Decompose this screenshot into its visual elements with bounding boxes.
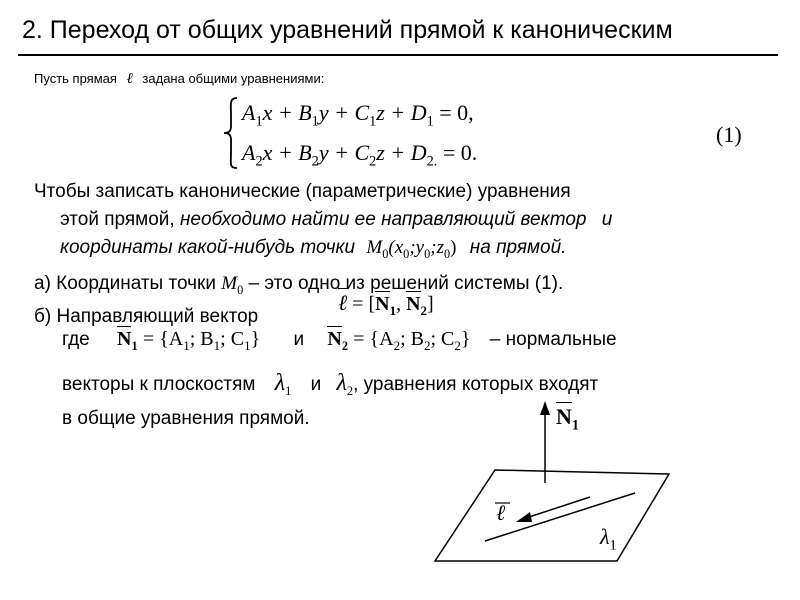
lambda-1: λ bbox=[274, 370, 286, 396]
item-a-rest: – это одно из решений системы (1). bbox=[248, 273, 564, 294]
eq2-sub: 2 bbox=[311, 153, 319, 170]
eq1-d: z + D bbox=[376, 100, 427, 125]
line-symbol: ℓ bbox=[126, 71, 133, 87]
item-a bbox=[34, 270, 563, 304]
paragraph-line-1: Чтобы записать канонические (параметрические) уравнения bbox=[34, 181, 571, 202]
where-n2-set: = {A bbox=[353, 328, 394, 350]
where-word: где bbox=[62, 329, 90, 350]
equation-2 bbox=[242, 140, 477, 170]
where-n1-set: = {A bbox=[142, 328, 184, 350]
vectors-text: векторы к плоскостям bbox=[62, 374, 256, 395]
formula-n2-sub: 2 bbox=[420, 303, 428, 318]
lambda-1-sub: 1 bbox=[285, 383, 292, 398]
where-close-1: } bbox=[250, 328, 261, 350]
p2-and: и bbox=[601, 209, 613, 230]
title-underline bbox=[18, 54, 778, 56]
line-label: ℓ bbox=[496, 500, 506, 525]
p3-italic: координаты какой-нибудь точки bbox=[60, 237, 356, 258]
eq1-sub: 1 bbox=[311, 113, 319, 130]
intro-suffix: задана общими уравнениями: bbox=[142, 71, 325, 86]
where-n2-sub: 2 bbox=[341, 338, 348, 353]
eq2-c: y + C bbox=[318, 140, 370, 165]
p3-point: M bbox=[366, 237, 383, 258]
eq2-sub: 2 bbox=[255, 153, 263, 170]
last-line: в общие уравнения прямой. bbox=[62, 408, 310, 429]
eq2-b: x + B bbox=[262, 140, 312, 165]
paragraph-line-2 bbox=[60, 206, 612, 234]
item-a-prefix: а) Координаты точки bbox=[34, 273, 216, 294]
normal-n: N bbox=[556, 404, 572, 429]
vectors-tail: , уравнения которых входят bbox=[353, 374, 599, 395]
plane-sub: 1 bbox=[609, 537, 617, 554]
plane-lambda: λ bbox=[600, 524, 610, 549]
p2-plain: этой прямой, bbox=[60, 209, 175, 230]
equation-1 bbox=[242, 100, 474, 130]
eq1-sub: 1 bbox=[255, 113, 263, 130]
item-b-label: б) Направляющий вектор bbox=[34, 306, 259, 327]
system-brace bbox=[222, 96, 242, 170]
direction-arrowhead bbox=[516, 512, 532, 522]
formula-n1: N bbox=[375, 293, 390, 315]
where-b2: ; B bbox=[400, 328, 424, 350]
where-n2: N bbox=[327, 328, 342, 350]
where-c1: ; C bbox=[220, 328, 245, 350]
eq1-a: A bbox=[242, 100, 256, 125]
formula-n2: N bbox=[406, 293, 421, 315]
eq2-d: z + D bbox=[376, 140, 427, 165]
lambda-2: λ bbox=[336, 370, 347, 396]
normal-sub: 1 bbox=[571, 417, 580, 434]
eq1-sub: 1 bbox=[369, 113, 377, 130]
where-b1: ; B bbox=[189, 328, 214, 350]
eq1-c: y + C bbox=[318, 100, 370, 125]
where-and: и bbox=[293, 329, 305, 350]
where-tail: – нормальные bbox=[489, 329, 617, 350]
formula-close: ] bbox=[427, 293, 434, 315]
p3-tail: на прямой. bbox=[469, 237, 567, 258]
where-line: где $N_1 = \{A_1$; $B_1$; $C_1$} и $N_2 = \{A_2$; $B_2$; $C_2$} – нормальные bbox=[62, 328, 617, 353]
formula-l: ℓ bbox=[338, 290, 348, 315]
plane-outline bbox=[435, 470, 669, 561]
equation-number: (1) bbox=[716, 122, 742, 147]
lambda-2-sub: 2 bbox=[346, 383, 354, 398]
eq1-rhs: = 0, bbox=[433, 100, 474, 125]
eq2-sub: 2 bbox=[369, 153, 377, 170]
plane-label bbox=[600, 524, 617, 554]
where-c2: ; C bbox=[430, 328, 455, 350]
eq2-a: A bbox=[242, 140, 256, 165]
item-a-point: M bbox=[221, 273, 238, 294]
vectors-and: и bbox=[310, 374, 322, 395]
paragraph-line-3: координаты какой-нибудь точки $M_0(x_0;y_0;z_0)$ на прямой. bbox=[60, 237, 567, 261]
plane-figure bbox=[420, 395, 680, 575]
item-a-sub: 0 bbox=[237, 282, 244, 297]
eq2-rhs: = 0. bbox=[437, 140, 478, 165]
where-n1: N bbox=[117, 328, 132, 350]
eq1-sub: 1 bbox=[426, 113, 434, 130]
where-n1-sub: 1 bbox=[131, 338, 138, 353]
p3-coords: (x bbox=[388, 237, 404, 258]
intro-line bbox=[34, 71, 324, 88]
p2-italic: необходимо найти ее направляющий вектор bbox=[179, 209, 587, 230]
eq2-sub: 2. bbox=[426, 153, 438, 170]
eq1-b: x + B bbox=[262, 100, 312, 125]
normal-label bbox=[556, 404, 579, 434]
formula-eq: = [ bbox=[352, 293, 376, 315]
direction-vector-formula bbox=[338, 290, 434, 319]
formula-n1-sub: 1 bbox=[389, 303, 397, 318]
normal-arrowhead bbox=[540, 401, 550, 415]
where-close-2: } bbox=[460, 328, 471, 350]
intro-prefix: Пусть прямая bbox=[34, 71, 117, 86]
formula-comma: , bbox=[396, 293, 402, 315]
slide-title: 2. Переход от общих уравнений прямой к каноническим bbox=[22, 16, 673, 44]
